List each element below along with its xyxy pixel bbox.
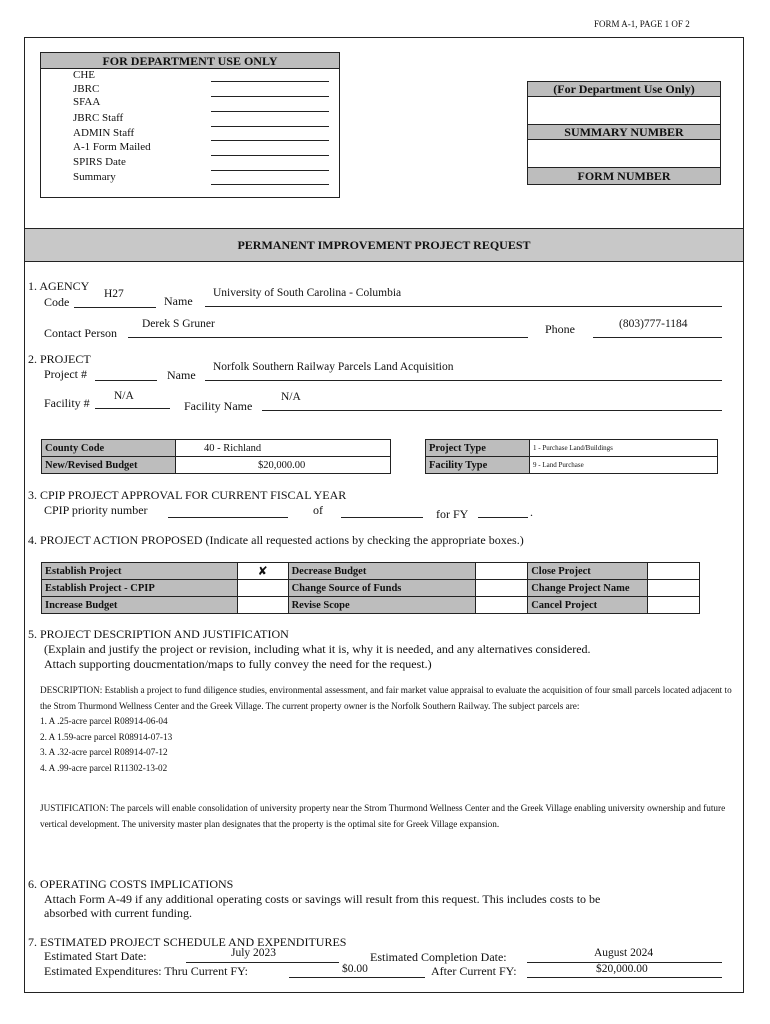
dept-line-summary[interactable] xyxy=(211,184,329,185)
agency-name-field[interactable]: University of South Carolina - Columbia xyxy=(213,287,402,299)
checkbox-establish-project-cpip[interactable] xyxy=(237,580,288,597)
thru-current-fy-field[interactable]: $0.00 xyxy=(342,963,368,975)
dept-row-admin-staff: ADMIN Staff xyxy=(73,127,135,139)
facility-number-field[interactable]: N/A xyxy=(114,390,134,402)
start-date-label: Estimated Start Date: xyxy=(44,949,147,963)
description-heading: 5. PROJECT DESCRIPTION AND JUSTIFICATION xyxy=(28,627,289,641)
justification-text: JUSTIFICATION: The parcels will enable consolidation of university property near the Strom Thurmond Wellness Center and the Greek Village enabling university ownership and future vertical development. The university master plan designates that the property is the optimal site for Greek Village expansion. xyxy=(40,803,726,829)
action-change-project-name: Change Project Name xyxy=(528,580,648,597)
action-increase-budget: Increase Budget xyxy=(42,597,238,614)
agency-name-label: Name xyxy=(164,294,193,308)
checkbox-change-source-of-funds[interactable] xyxy=(476,580,528,597)
checkbox-decrease-budget[interactable] xyxy=(476,563,528,580)
project-action-table xyxy=(41,562,700,614)
project-facility-type-table xyxy=(425,439,718,474)
agency-code-label: Code xyxy=(44,295,70,309)
action-cancel-project: Cancel Project xyxy=(528,597,648,614)
cpip-priority-label: CPIP priority number xyxy=(44,503,148,517)
facility-number-label: Facility # xyxy=(44,396,90,410)
phone-line xyxy=(593,337,722,338)
dept-use-field[interactable] xyxy=(528,96,720,125)
facility-number-line xyxy=(95,408,170,409)
operating-costs-heading: 6. OPERATING COSTS IMPLICATIONS xyxy=(28,877,234,891)
completion-date-field[interactable]: August 2024 xyxy=(594,947,654,959)
parcel-item-1: 1. A .25-acre parcel R08914-06-04 xyxy=(40,716,168,727)
dept-row-jbrc: JBRC xyxy=(73,83,100,95)
cpip-heading: 3. CPIP PROJECT APPROVAL FOR CURRENT FISCAL YEAR xyxy=(28,488,347,502)
start-date-line xyxy=(186,962,339,963)
action-establish-project: Establish Project xyxy=(42,563,238,580)
action-establish-project-cpip: Establish Project - CPIP xyxy=(42,580,238,597)
agency-heading: 1. AGENCY xyxy=(28,279,90,293)
checkbox-cancel-project[interactable] xyxy=(648,597,700,614)
facility-type-label: Facility Type xyxy=(426,457,530,474)
contact-person-field[interactable]: Derek S Gruner xyxy=(142,318,215,330)
dept-row-che: CHE xyxy=(73,69,95,81)
cpip-fy-field[interactable] xyxy=(478,517,528,518)
contact-person-line xyxy=(128,337,528,338)
summary-number-field[interactable] xyxy=(528,139,720,168)
project-number-line[interactable] xyxy=(95,380,157,381)
summary-number-label: SUMMARY NUMBER xyxy=(528,125,720,139)
agency-code-field[interactable]: H27 xyxy=(104,288,124,300)
cpip-priority-field[interactable] xyxy=(168,517,288,518)
description-text-area[interactable] xyxy=(40,683,736,777)
description-instruction-2: Attach supporting doucmentation/maps to fully convey the need for the request.) xyxy=(44,657,432,671)
contact-person-label: Contact Person xyxy=(44,326,117,340)
project-heading: 2. PROJECT xyxy=(28,352,91,366)
action-close-project: Close Project xyxy=(528,563,648,580)
operating-costs-line-2: absorbed with current funding. xyxy=(44,906,192,920)
county-code-value[interactable]: 40 - Richland xyxy=(176,440,391,457)
thru-fy-line xyxy=(289,977,425,978)
dept-row-a1-mailed: A-1 Form Mailed xyxy=(73,141,151,153)
agency-name-line xyxy=(205,306,722,307)
cpip-of-field[interactable] xyxy=(341,517,423,518)
dept-line-admin-staff[interactable] xyxy=(211,140,329,141)
phone-field[interactable]: (803)777-1184 xyxy=(619,318,688,330)
action-change-source-of-funds: Change Source of Funds xyxy=(288,580,476,597)
checkbox-revise-scope[interactable] xyxy=(476,597,528,614)
dept-row-spirs-date: SPIRS Date xyxy=(73,156,126,168)
page-title: PERMANENT IMPROVEMENT PROJECT REQUEST xyxy=(25,228,743,262)
department-use-title: FOR DEPARTMENT USE ONLY xyxy=(41,53,339,69)
dept-line-jbrc-staff[interactable] xyxy=(211,126,329,127)
department-number-box xyxy=(527,81,721,185)
dept-row-jbrc-staff: JBRC Staff xyxy=(73,112,124,124)
after-current-fy-label: After Current FY: xyxy=(431,964,517,978)
form-number-label: FORM NUMBER xyxy=(528,168,720,184)
checkbox-close-project[interactable] xyxy=(648,563,700,580)
project-type-value[interactable]: 1 - Purchase Land/Buildings xyxy=(530,440,718,457)
completion-date-label: Estimated Completion Date: xyxy=(370,950,507,964)
department-use-box xyxy=(40,52,340,198)
cpip-of-label: of xyxy=(313,503,323,517)
description-instruction-1: (Explain and justify the project or revision, including what it is, why it is needed, and any alternatives considered. xyxy=(44,642,591,656)
dept-line-jbrc[interactable] xyxy=(211,96,329,97)
cpip-period: . xyxy=(530,505,533,519)
schedule-heading: 7. ESTIMATED PROJECT SCHEDULE AND EXPENDITURES xyxy=(28,935,347,949)
facility-name-field[interactable]: N/A xyxy=(281,391,301,403)
action-revise-scope: Revise Scope xyxy=(288,597,476,614)
dept-row-sfaa: SFAA xyxy=(73,96,101,108)
project-type-label: Project Type xyxy=(426,440,530,457)
parcel-item-2: 2. A 1.59-acre parcel R08914-07-13 xyxy=(40,731,173,742)
expenditures-label: Estimated Expenditures: Thru Current FY: xyxy=(44,964,248,978)
dept-line-che[interactable] xyxy=(211,81,329,82)
right-box-title: (For Department Use Only) xyxy=(528,82,720,96)
new-revised-budget-label: New/Revised Budget xyxy=(42,457,176,474)
new-revised-budget-value[interactable]: $20,000.00 xyxy=(176,457,391,474)
checkbox-increase-budget[interactable] xyxy=(237,597,288,614)
dept-line-a1-mailed[interactable] xyxy=(211,155,329,156)
facility-name-label: Facility Name xyxy=(184,399,253,413)
checkbox-change-project-name[interactable] xyxy=(648,580,700,597)
phone-label: Phone xyxy=(545,322,575,336)
county-code-label: County Code xyxy=(42,440,176,457)
parcel-item-3: 3. A .32-acre parcel R08914-07-12 xyxy=(40,747,168,758)
after-fy-line xyxy=(527,977,722,978)
project-name-line xyxy=(205,380,722,381)
project-name-field[interactable]: Norfolk Southern Railway Parcels Land Acquisition xyxy=(213,361,454,373)
agency-code-line xyxy=(74,307,156,308)
cpip-fy-label: for FY xyxy=(436,507,469,521)
description-text: DESCRIPTION: Establish a project to fund diligence studies, environmental assessment, and fair market value appraisal to evaluate the acquisition of four small parcels located adjacent to the Strom Thurmond Wellness Center and the Greek Village. The current property owner is the Norfolk Southern Railway. The subject parcels are: xyxy=(40,685,732,711)
dept-line-sfaa[interactable] xyxy=(211,111,329,112)
start-date-field[interactable]: July 2023 xyxy=(231,947,277,959)
form-header: FORM A-1, PAGE 1 OF 2 xyxy=(594,19,690,29)
after-current-fy-field[interactable]: $20,000.00 xyxy=(596,963,648,975)
action-decrease-budget: Decrease Budget xyxy=(288,563,476,580)
dept-line-spirs-date[interactable] xyxy=(211,170,329,171)
county-budget-table xyxy=(41,439,391,474)
facility-type-value[interactable]: 9 - Land Purchase xyxy=(530,457,718,474)
project-action-heading: 4. PROJECT ACTION PROPOSED (Indicate all requested actions by checking the appropriate boxes.) xyxy=(28,533,524,547)
facility-name-line xyxy=(262,410,722,411)
parcel-item-4: 4. A .99-acre parcel R11302-13-02 xyxy=(40,762,168,773)
dept-row-summary: Summary xyxy=(73,171,116,183)
checkbox-establish-project[interactable]: ✘ xyxy=(237,563,288,580)
operating-costs-line-1: Attach Form A-49 if any additional operating costs or savings will result from this request. This includes costs to be xyxy=(44,892,601,906)
project-name-label: Name xyxy=(167,368,196,382)
project-number-label: Project # xyxy=(44,367,87,381)
